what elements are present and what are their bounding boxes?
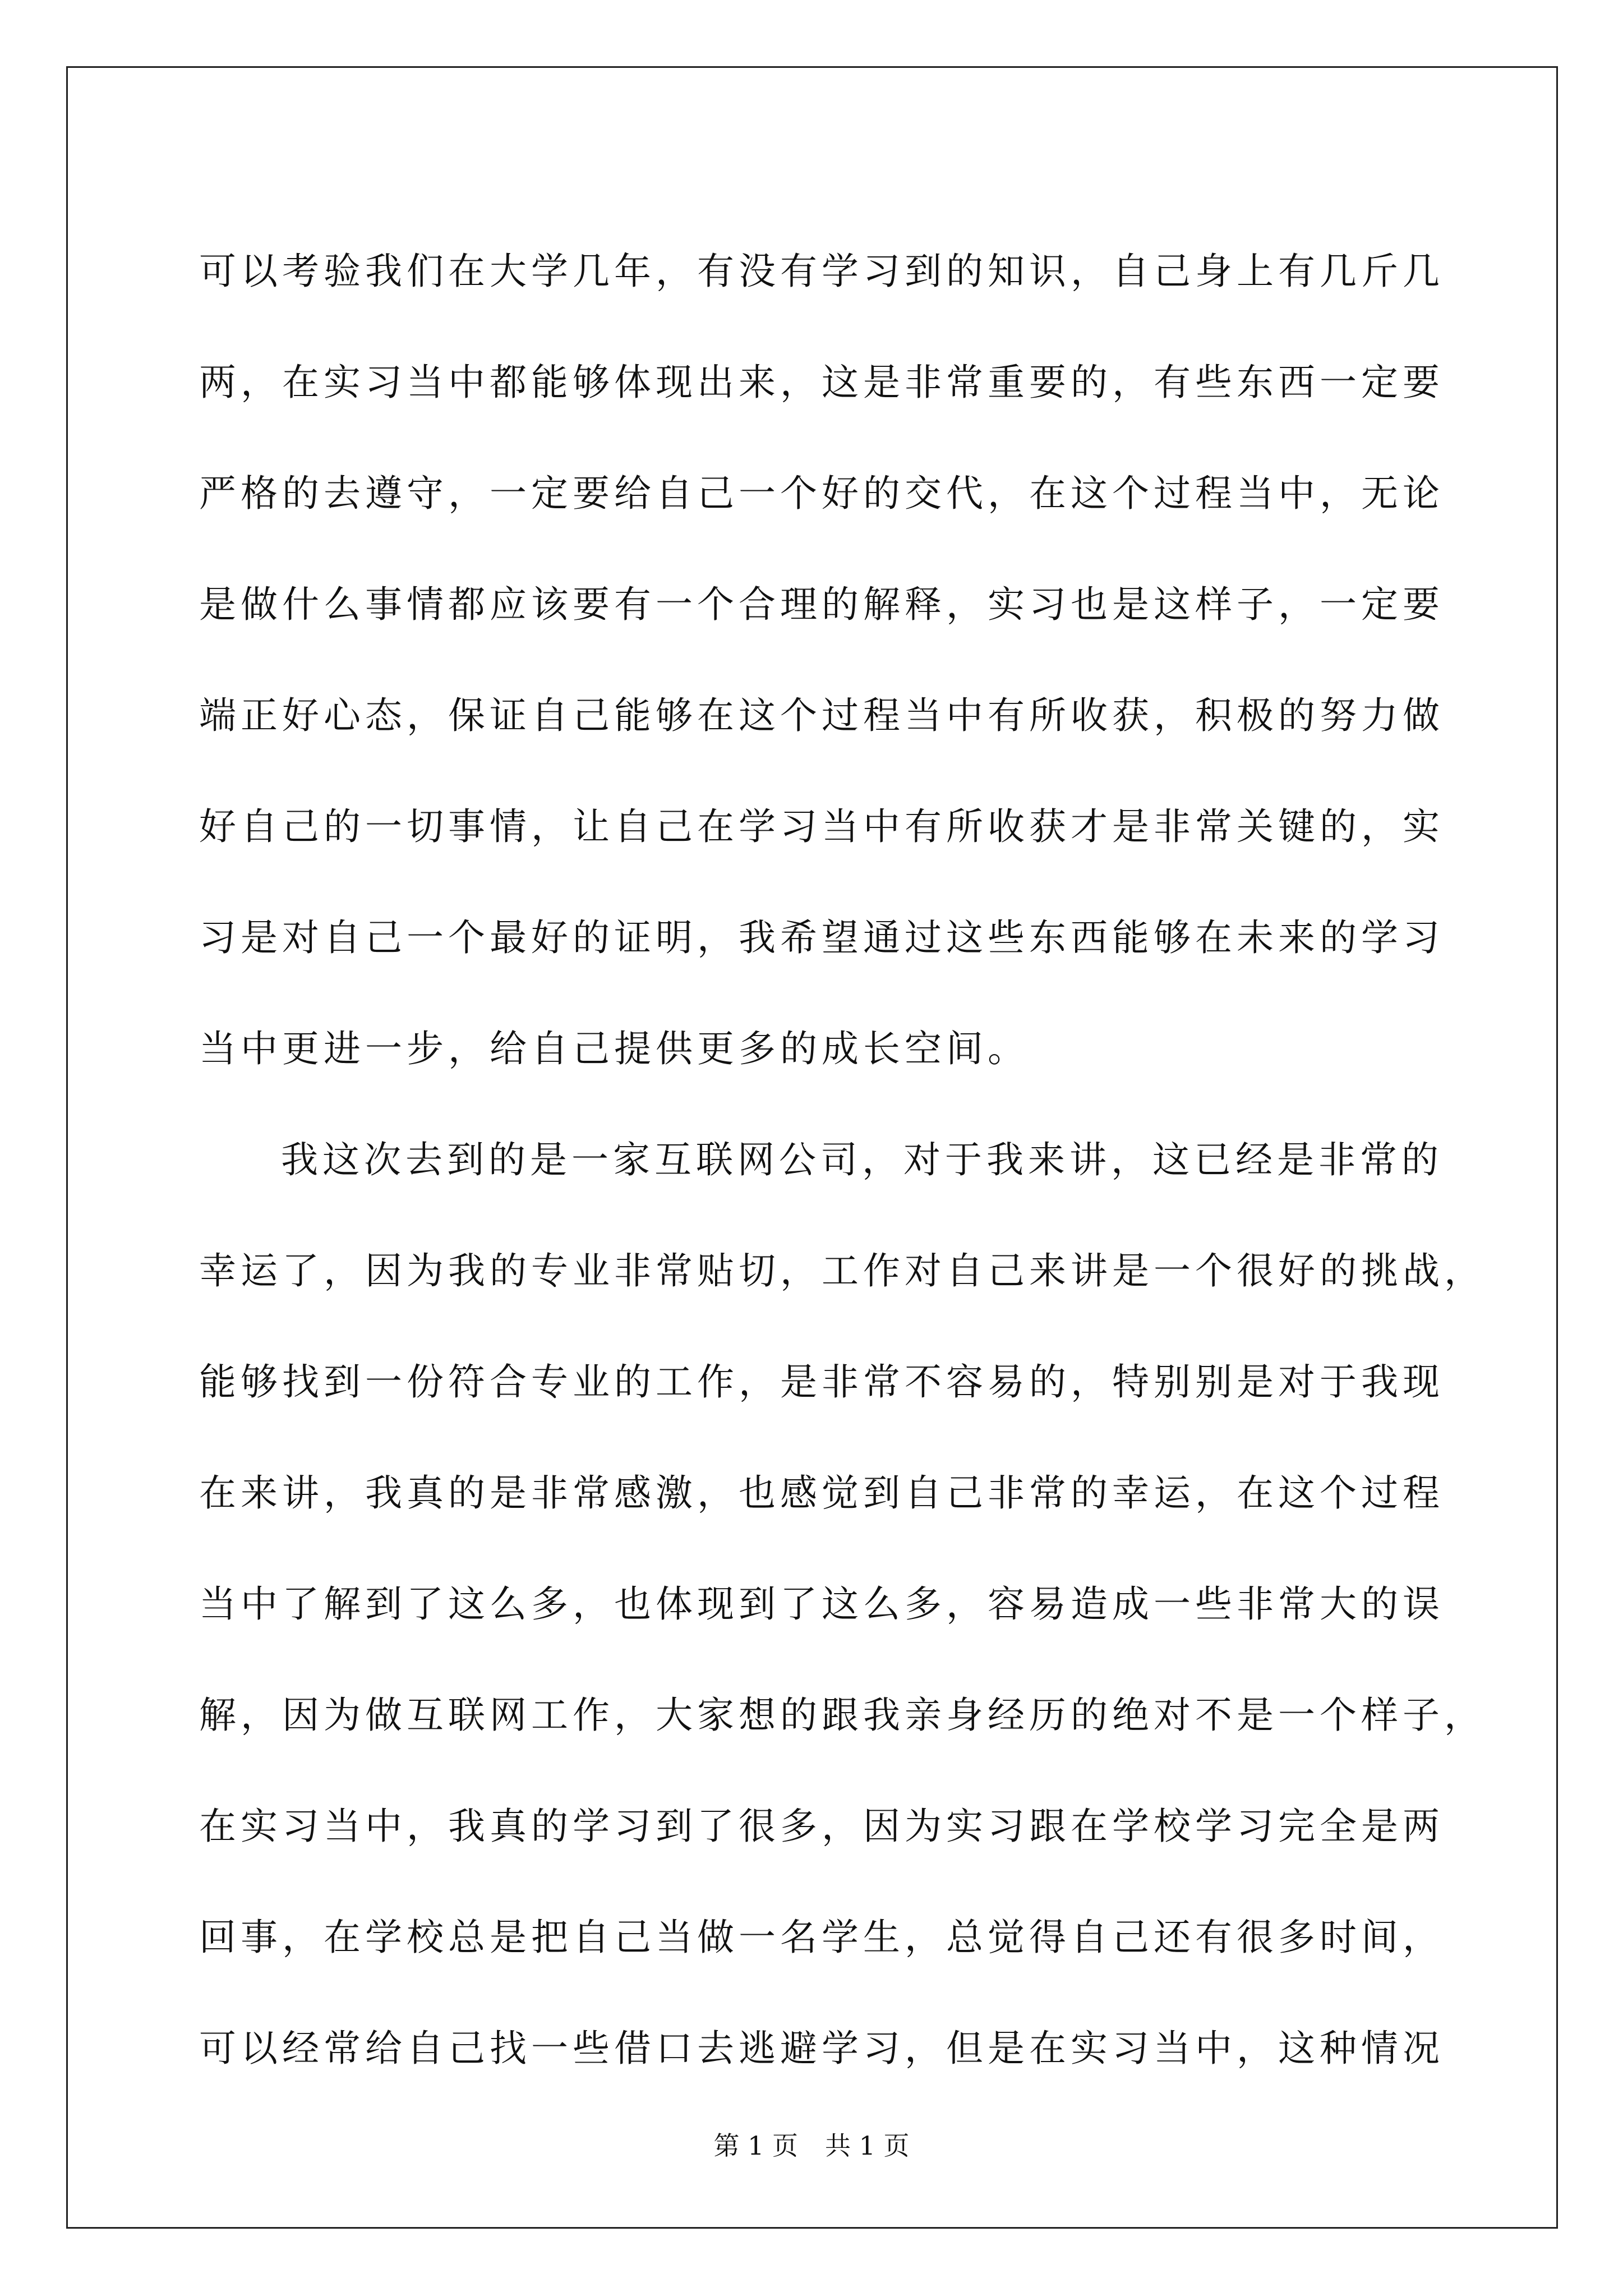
text-line: 可以考验我们在大学几年，有没有学习到的知识，自己身上有几斤几 (199, 250, 1444, 293)
text-line: 是做什么事情都应该要有一个合理的解释，实习也是这样子，一定要 (199, 583, 1444, 626)
text-line: 端正好心态，保证自己能够在这个过程当中有所收获，积极的努力做 (199, 694, 1444, 737)
text-line: 在实习当中，我真的学习到了很多，因为实习跟在学校学习完全是两 (199, 1805, 1444, 1848)
text-line: 我这次去到的是一家互联网公司，对于我来讲，这已经是非常的 (281, 1138, 1443, 1181)
text-line: 严格的去遵守，一定要给自己一个好的交代，在这个过程当中，无论 (199, 472, 1444, 515)
page-number: 第 1 页 (713, 2131, 798, 2161)
text-line: 当中更进一步，给自己提供更多的成长空间。 (199, 1027, 1029, 1070)
text-line: 两，在实习当中都能够体现出来，这是非常重要的，有些东西一定要 (199, 361, 1444, 404)
text-line: 好自己的一切事情，让自己在学习当中有所收获才是非常关键的，实 (199, 805, 1444, 848)
paragraph-2 (199, 1105, 1486, 2104)
page-total: 共 1 页 (825, 2131, 910, 2161)
text-line: 幸运了，因为我的专业非常贴切，工作对自己来讲是一个很好的挑战， (199, 1249, 1486, 1292)
text-line: 当中了解到了这么多，也体现到了这么多，容易造成一些非常大的误 (199, 1582, 1444, 1626)
document-body (199, 216, 1486, 2104)
text-line: 习是对自己一个最好的证明，我希望通过这些东西能够在未来的学习 (199, 916, 1444, 959)
text-line: 在来讲，我真的是非常感激，也感觉到自己非常的幸运，在这个过程 (199, 1471, 1444, 1515)
page-footer (0, 2129, 1623, 2162)
text-line: 可以经常给自己找一些借口去逃避学习，但是在实习当中，这种情况 (199, 2027, 1444, 2070)
text-line: 解，因为做互联网工作，大家想的跟我亲身经历的绝对不是一个样子， (199, 1694, 1486, 1737)
paragraph-1 (199, 216, 1455, 1105)
text-line: 能够找到一份符合专业的工作，是非常不容易的，特别别是对于我现 (199, 1360, 1444, 1404)
text-line: 回事，在学校总是把自己当做一名学生，总觉得自己还有很多时间， (199, 1916, 1444, 1959)
